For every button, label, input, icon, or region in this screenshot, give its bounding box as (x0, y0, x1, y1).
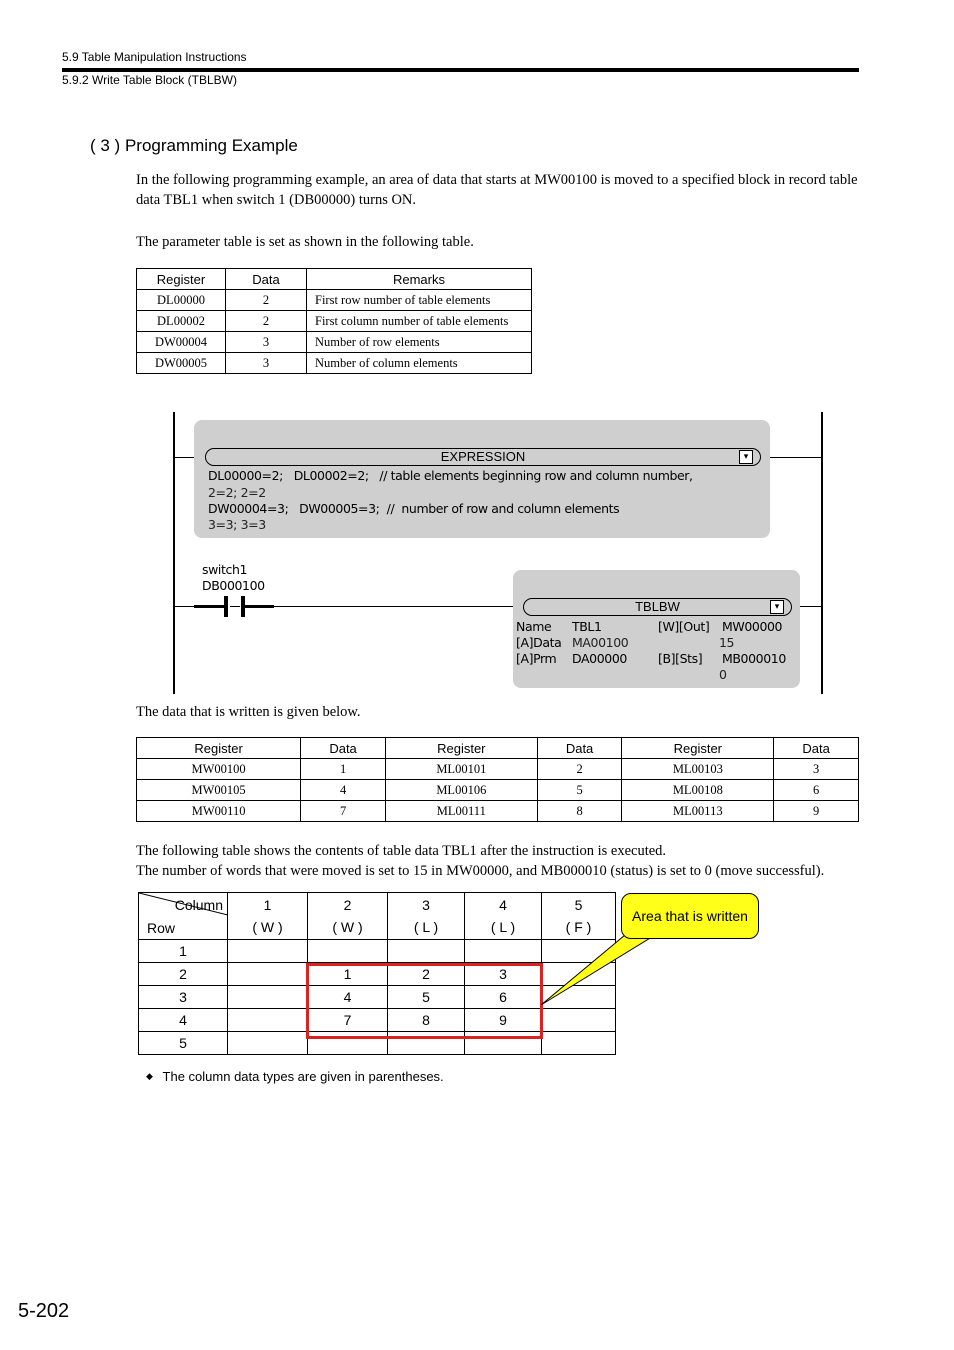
table-row (137, 353, 532, 374)
tblbw-sts-value: 0 (719, 667, 727, 682)
param-remarks: First column number of table elements (307, 311, 532, 332)
callout-text: Area that is written (632, 908, 748, 924)
note-text: The column data types are given in parentheses. (162, 1069, 444, 1084)
tblbw-name-value: TBL1 (572, 619, 602, 634)
running-header-subsection: 5.9.2 Write Table Block (TBLBW) (62, 73, 237, 87)
tbl1-cell (228, 1009, 308, 1032)
expression-title: EXPRESSION (440, 449, 526, 464)
contact-label: switch1 (202, 562, 248, 577)
corner-column-label: Column (174, 897, 223, 913)
param-data: 2 (226, 290, 307, 311)
written-cell: 5 (537, 780, 622, 801)
tbl1-cell: 5 (388, 986, 465, 1009)
table-row (137, 801, 859, 822)
corner-cell (139, 893, 228, 940)
written-header: Register (137, 738, 301, 759)
column-number: 1 (263, 897, 272, 913)
tblbw-out-label: [W][Out] (658, 619, 710, 634)
column-number: 3 (422, 897, 430, 913)
written-cell: MW00100 (137, 759, 301, 780)
column-type: ( W ) (252, 919, 283, 935)
expression-title-bar (205, 448, 761, 466)
written-cell: 2 (537, 759, 622, 780)
param-remarks: Number of column elements (307, 353, 532, 374)
expression-line-2: 2=2; 2=2 (208, 485, 266, 500)
written-area-highlight (306, 963, 543, 1039)
param-register: DL00000 (137, 290, 226, 311)
written-header: Data (537, 738, 622, 759)
written-cell: 3 (774, 759, 859, 780)
written-cell: ML00111 (385, 801, 537, 822)
collapse-icon[interactable]: ▾ (739, 450, 753, 464)
tblbw-title-bar (523, 598, 792, 616)
tbl1-cell: 7 (308, 1009, 388, 1032)
tblbw-data-label: [A]Data (516, 635, 562, 650)
running-header-section: 5.9 Table Manipulation Instructions (62, 50, 247, 64)
tbl1-cell (228, 986, 308, 1009)
result-text-2: The number of words that were moved is set to 15 in MW00000, and MB000010 (status) is set to 0 (move successful). (136, 863, 825, 879)
table-row (137, 759, 859, 780)
expression-line-4: 3=3; 3=3 (208, 517, 266, 532)
right-power-rail (821, 412, 823, 694)
param-intro: The parameter table is set as shown in the following table. (136, 234, 474, 250)
written-header: Register (622, 738, 774, 759)
column-header (228, 893, 308, 940)
tblbw-out-value: 15 (719, 635, 735, 650)
tblbw-sts-label: [B][Sts] (658, 651, 703, 666)
written-cell: 4 (301, 780, 386, 801)
written-cell: ML00103 (622, 759, 774, 780)
note (146, 1069, 444, 1084)
written-cell: 1 (301, 759, 386, 780)
param-header-data: Data (226, 269, 307, 290)
corner-row-label: Row (147, 920, 176, 936)
written-intro: The data that is written is given below. (136, 704, 361, 720)
column-type: ( F ) (565, 919, 592, 935)
column-header (465, 893, 542, 940)
table-row (137, 780, 859, 801)
section-title: ( 3 ) Programming Example (90, 136, 298, 155)
tbl1-cell (228, 963, 308, 986)
written-cell: ML00106 (385, 780, 537, 801)
tbl1-cell: 4 (308, 986, 388, 1009)
param-remarks: First row number of table elements (307, 290, 532, 311)
param-data: 3 (226, 353, 307, 374)
column-type: ( W ) (332, 919, 363, 935)
written-cell: ML00113 (622, 801, 774, 822)
column-header (388, 893, 465, 940)
tbl1-cell: 2 (388, 963, 465, 986)
param-data: 3 (226, 332, 307, 353)
tbl1-cell: 3 (465, 963, 542, 986)
collapse-icon[interactable]: ▾ (770, 600, 784, 614)
written-cell: 7 (301, 801, 386, 822)
row-number: 2 (139, 963, 228, 986)
result-text-1: The following table shows the contents of table data TBL1 after the instruction is executed. (136, 843, 667, 859)
tbl1-cell (308, 940, 388, 963)
page-number: 5-202 (18, 1300, 70, 1322)
table-row (137, 290, 532, 311)
param-remarks: Number of row elements (307, 332, 532, 353)
written-cell: ML00101 (385, 759, 537, 780)
column-type: ( L ) (413, 919, 439, 935)
tblbw-prm-value: DA00000 (572, 651, 627, 666)
tbl1-cell (228, 940, 308, 963)
tblbw-sts-register: MB000010 (722, 651, 786, 666)
written-cell: MW00105 (137, 780, 301, 801)
tblbw-title: TBLBW (635, 599, 680, 614)
tbl1-cell: 9 (465, 1009, 542, 1032)
parameter-table (136, 268, 532, 374)
tbl1-cell (542, 1009, 616, 1032)
param-register: DW00004 (137, 332, 226, 353)
tblbw-prm-label: [A]Prm (516, 651, 557, 666)
bullet-icon: ◆ (146, 1071, 153, 1081)
callout-box (621, 893, 759, 939)
column-type: ( L ) (490, 919, 516, 935)
intro-paragraph: In the following programming example, an area of data that starts at MW00100 is moved to a specified block in record table data TBL1 when switch 1 (DB00000) turns ON. (136, 172, 858, 208)
written-cell: MW00110 (137, 801, 301, 822)
tbl1-cell (465, 940, 542, 963)
contact-address: DB000100 (202, 578, 265, 593)
table-row (137, 332, 532, 353)
tbl1-cell (228, 1032, 308, 1055)
expression-line-1: DL00000=2; DL00002=2; // table elements beginning row and column number, (208, 468, 693, 483)
param-register: DL00002 (137, 311, 226, 332)
tblbw-name-label: Name (516, 619, 552, 634)
param-header-remarks: Remarks (307, 269, 532, 290)
written-cell: ML00108 (622, 780, 774, 801)
tbl1-cell (388, 940, 465, 963)
tbl1-cell: 6 (465, 986, 542, 1009)
written-cell: 6 (774, 780, 859, 801)
table-row (137, 311, 532, 332)
row-number: 1 (139, 940, 228, 963)
tblbw-out-register: MW00000 (722, 619, 783, 634)
written-header: Data (301, 738, 386, 759)
row-number: 3 (139, 986, 228, 1009)
param-header-register: Register (137, 269, 226, 290)
tbl1-cell (542, 1032, 616, 1055)
written-header: Register (385, 738, 537, 759)
row-number: 4 (139, 1009, 228, 1032)
row-number: 5 (139, 1032, 228, 1055)
written-cell: 9 (774, 801, 859, 822)
param-data: 2 (226, 311, 307, 332)
expression-line-3: DW00004=3; DW00005=3; // number of row and column elements (208, 501, 620, 516)
tbl1-cell: 1 (308, 963, 388, 986)
tblbw-data-value: MA00100 (572, 635, 629, 650)
tbl1-cell: 8 (388, 1009, 465, 1032)
left-power-rail (173, 412, 175, 694)
column-number: 4 (499, 897, 507, 913)
column-number: 5 (574, 897, 583, 913)
column-header (308, 893, 388, 940)
column-number: 2 (343, 897, 352, 913)
header-rule (62, 68, 859, 72)
param-register: DW00005 (137, 353, 226, 374)
written-cell: 8 (537, 801, 622, 822)
written-header: Data (774, 738, 859, 759)
written-data-table (136, 737, 859, 822)
